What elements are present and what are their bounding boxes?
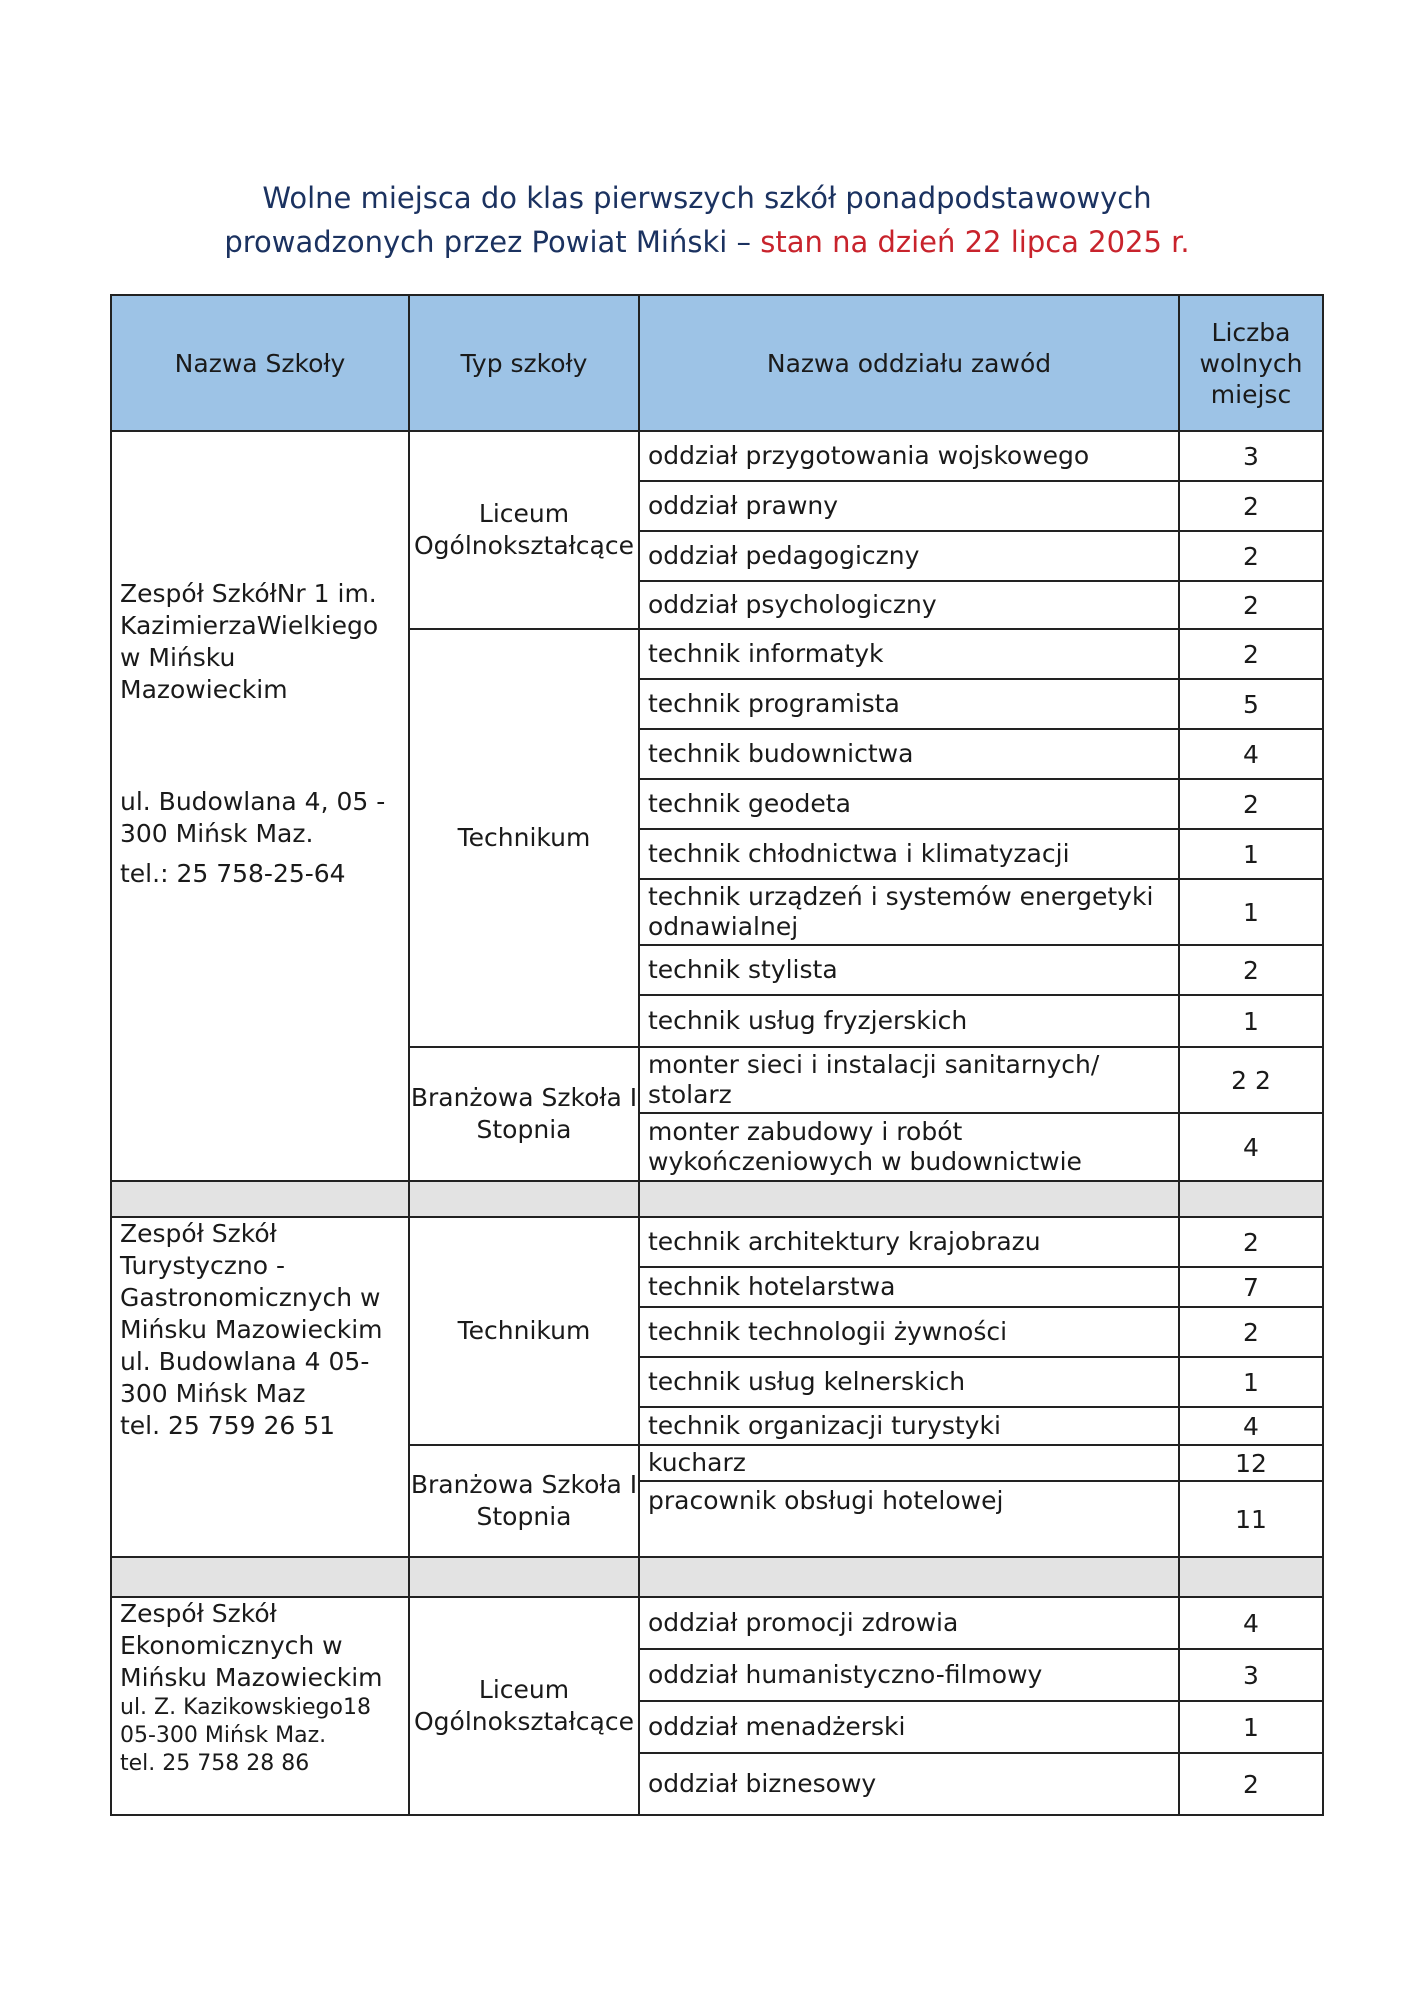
table-row: [111, 1597, 1323, 1649]
free-places-count: 2: [1179, 629, 1323, 679]
school-2-name: Zespół Szkół Turystyczno - Gastronomicznych w Mińsku Mazowieckim: [120, 1219, 383, 1344]
title-line-2-main: prowadzonych przez Powiat Miński –: [224, 225, 752, 259]
table-row: [111, 1217, 1323, 1267]
school-2-address: ul. Budowlana 4 05-300 Mińsk Maz: [120, 1347, 370, 1408]
free-places-count: 12: [1179, 1445, 1323, 1481]
page-title: [0, 176, 1414, 264]
free-places-count: 3: [1179, 431, 1323, 481]
school-1-address: ul. Budowlana 4, 05 - 300 Mińsk Maz.: [120, 787, 386, 848]
profession-name: pracownik obsługi hotelowej: [639, 1481, 1179, 1557]
school-3-address: ul. Z. Kazikowskiego18 05-300 Mińsk Maz.: [120, 1695, 371, 1748]
header-school-type: Typ szkoły: [409, 295, 639, 431]
profession-name: technik informatyk: [639, 629, 1179, 679]
table-header-row: [111, 295, 1323, 431]
profession-name: technik usług fryzjerskich: [639, 995, 1179, 1047]
free-places-count: 1: [1179, 1701, 1323, 1753]
school-1-cell: [111, 431, 409, 1181]
school-3-name: Zespół Szkół Ekonomicznych w Mińsku Mazowieckim: [120, 1599, 383, 1692]
profession-name: technik geodeta: [639, 779, 1179, 829]
profession-name: technik hotelarstwa: [639, 1267, 1179, 1307]
profession-name: monter sieci i instalacji sanitarnych/ stolarz: [639, 1047, 1179, 1113]
free-places-count: 2: [1179, 779, 1323, 829]
free-places-count: 11: [1179, 1481, 1323, 1557]
title-date: stan na dzień 22 lipca 2025 r.: [760, 225, 1190, 259]
free-places-count: 2: [1179, 1753, 1323, 1815]
profession-name: oddział humanistyczno-filmowy: [639, 1649, 1179, 1701]
free-places-count: 2: [1179, 1307, 1323, 1357]
free-places-count: 2 2: [1179, 1047, 1323, 1113]
free-places-table: [110, 294, 1324, 1816]
profession-name: technik usług kelnerskich: [639, 1357, 1179, 1407]
profession-name: oddział psychologiczny: [639, 581, 1179, 629]
profession-name: oddział przygotowania wojskowego: [639, 431, 1179, 481]
free-places-count: 2: [1179, 945, 1323, 995]
profession-name: oddział menadżerski: [639, 1701, 1179, 1753]
profession-name: technik budownictwa: [639, 729, 1179, 779]
school-1-type-lo: Liceum Ogólnokształcące: [409, 431, 639, 629]
header-free-places: Liczba wolnych miejsc: [1179, 295, 1323, 431]
profession-name: technik architektury krajobrazu: [639, 1217, 1179, 1267]
free-places-count: 1: [1179, 829, 1323, 879]
title-line-1: Wolne miejsca do klas pierwszych szkół ponadpodstawowych: [262, 181, 1152, 215]
school-2-cell: [111, 1217, 409, 1557]
school-1-type-branzowa: Branżowa Szkoła I Stopnia: [409, 1047, 639, 1181]
school-3-type-lo: Liceum Ogólnokształcące: [409, 1597, 639, 1815]
free-places-count: 7: [1179, 1267, 1323, 1307]
table-row: [111, 431, 1323, 481]
separator-row: [111, 1557, 1323, 1597]
free-places-count: 1: [1179, 1357, 1323, 1407]
school-2-phone: tel. 25 759 26 51: [120, 1411, 336, 1440]
profession-name: technik organizacji turystyki: [639, 1407, 1179, 1445]
free-places-count: 1: [1179, 995, 1323, 1047]
school-2-type-technikum: Technikum: [409, 1217, 639, 1445]
school-2-type-branzowa: Branżowa Szkoła I Stopnia: [409, 1445, 639, 1557]
school-3-cell: [111, 1597, 409, 1815]
free-places-count: 2: [1179, 531, 1323, 581]
title-line-2: [0, 220, 1414, 264]
profession-name: technik technologii żywności: [639, 1307, 1179, 1357]
school-3-phone: tel. 25 758 28 86: [120, 1751, 310, 1776]
free-places-count: 4: [1179, 1597, 1323, 1649]
free-places-count: 2: [1179, 481, 1323, 531]
separator-row: [111, 1181, 1323, 1217]
header-school-name: Nazwa Szkoły: [111, 295, 409, 431]
free-places-count: 4: [1179, 1113, 1323, 1181]
free-places-count: 1: [1179, 879, 1323, 945]
profession-name: technik chłodnictwa i klimatyzacji: [639, 829, 1179, 879]
school-1-phone: tel.: 25 758-25-64: [120, 859, 346, 888]
free-places-count: 3: [1179, 1649, 1323, 1701]
profession-name: technik urządzeń i systemów energetyki odnawialnej: [639, 879, 1179, 945]
profession-name: oddział pedagogiczny: [639, 531, 1179, 581]
profession-name: kucharz: [639, 1445, 1179, 1481]
free-places-count: 2: [1179, 581, 1323, 629]
free-places-count: 4: [1179, 729, 1323, 779]
profession-name: technik programista: [639, 679, 1179, 729]
profession-name: oddział promocji zdrowia: [639, 1597, 1179, 1649]
header-profession: Nazwa oddziału zawód: [639, 295, 1179, 431]
profession-name: oddział prawny: [639, 481, 1179, 531]
free-places-count: 5: [1179, 679, 1323, 729]
free-places-count: 2: [1179, 1217, 1323, 1267]
school-1-name: Zespół SzkółNr 1 im. KazimierzaWielkiego w Mińsku Mazowieckim: [120, 579, 379, 704]
profession-name: monter zabudowy i robót wykończeniowych w budownictwie: [639, 1113, 1179, 1181]
free-places-count: 4: [1179, 1407, 1323, 1445]
school-1-type-technikum: Technikum: [409, 629, 639, 1047]
profession-name: technik stylista: [639, 945, 1179, 995]
profession-name: oddział biznesowy: [639, 1753, 1179, 1815]
